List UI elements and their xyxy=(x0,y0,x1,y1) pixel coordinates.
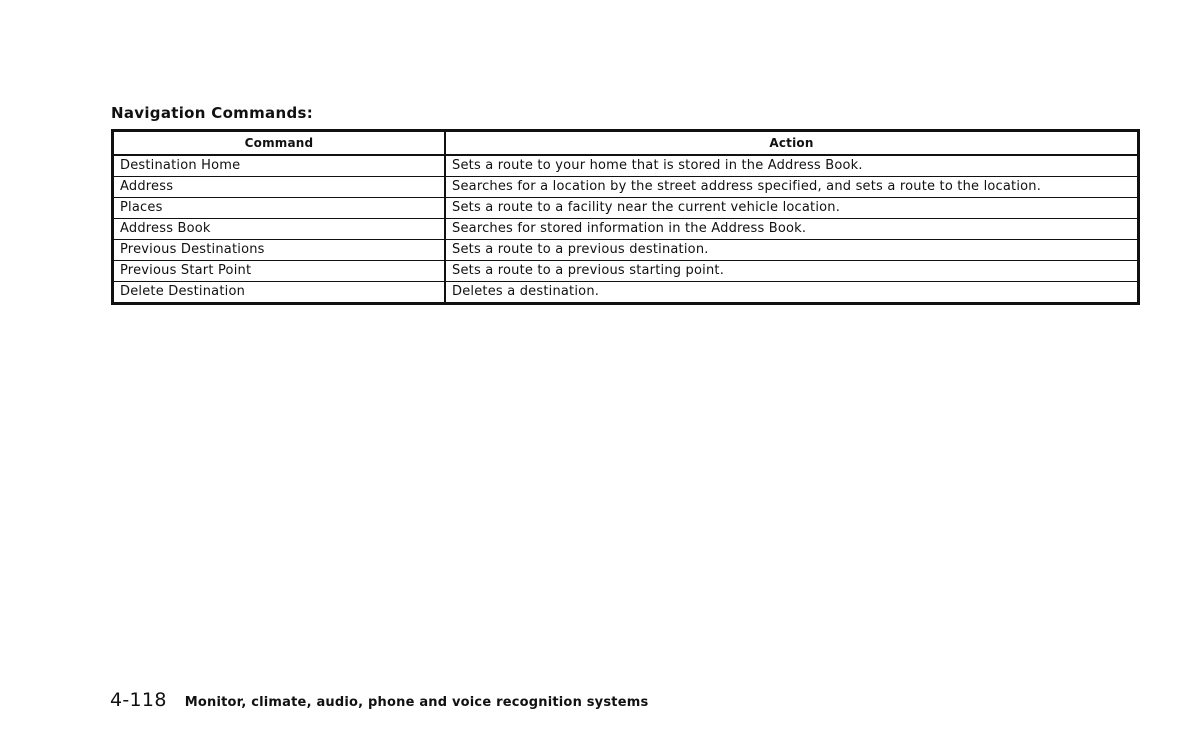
action-cell: Sets a route to a previous starting point. xyxy=(445,261,1139,282)
header-action: Action xyxy=(445,131,1139,156)
action-cell: Sets a route to a previous destination. xyxy=(445,240,1139,261)
table-header-row xyxy=(113,131,1139,156)
command-cell: Places xyxy=(113,198,446,219)
command-cell: Delete Destination xyxy=(113,282,446,304)
action-cell: Searches for a location by the street address specified, and sets a route to the location. xyxy=(445,177,1139,198)
page-number: 4-118 xyxy=(110,689,167,711)
table-row xyxy=(113,282,1139,304)
action-cell: Sets a route to your home that is stored in the Address Book. xyxy=(445,155,1139,177)
section-title: Navigation Commands: xyxy=(111,104,314,122)
command-cell: Address xyxy=(113,177,446,198)
action-cell: Deletes a destination. xyxy=(445,282,1139,304)
navigation-commands-table xyxy=(111,129,1140,305)
table-row xyxy=(113,177,1139,198)
command-cell: Previous Destinations xyxy=(113,240,446,261)
command-cell: Previous Start Point xyxy=(113,261,446,282)
chapter-title: Monitor, climate, audio, phone and voice recognition systems xyxy=(184,695,649,710)
header-command: Command xyxy=(113,131,446,156)
table-row xyxy=(113,261,1139,282)
command-cell: Address Book xyxy=(113,219,446,240)
table-row xyxy=(113,198,1139,219)
command-cell: Destination Home xyxy=(113,155,446,177)
table-row xyxy=(113,240,1139,261)
page-footer xyxy=(110,689,648,711)
table-row xyxy=(113,219,1139,240)
action-cell: Searches for stored information in the Address Book. xyxy=(445,219,1139,240)
table-row xyxy=(113,155,1139,177)
action-cell: Sets a route to a facility near the current vehicle location. xyxy=(445,198,1139,219)
